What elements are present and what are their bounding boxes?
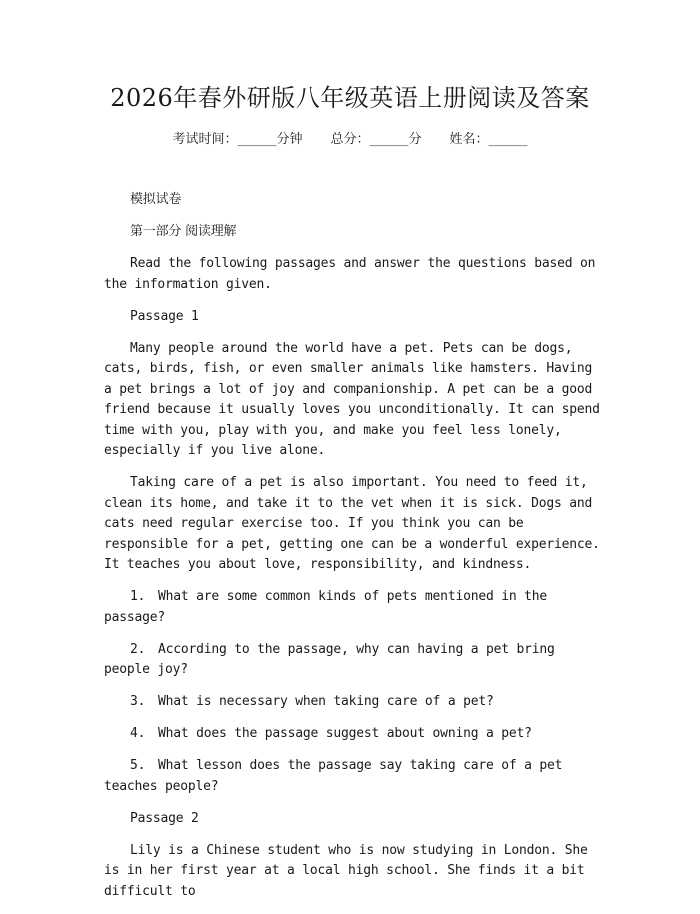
question-text: What is necessary when taking care of a pet? — [158, 694, 494, 709]
passage-1-paragraph-2: Taking care of a pet is also important. You need to feed it, clean its home, and take it to the vet when it is sick. Dogs and cats need regular exercise too. If you think you can be responsible for a pet, getting one can be a wonderful experience. It teaches you about love, responsibility, and kindness. — [104, 475, 600, 572]
question-text: What are some common kinds of pets mentioned in the passage? — [104, 589, 547, 625]
question-item — [104, 692, 604, 713]
passage-1-paragraph-1: Many people around the world have a pet. Pets can be dogs, cats, birds, fish, or even smaller animals like hamsters. Having a pet brings a lot of joy and companionship. A pet can be a good friend because it usually loves you unconditionally. It can spend time with you, play with you, and make you feel less lonely, especially if you live alone. — [104, 340, 600, 458]
question-item — [104, 640, 604, 681]
question-item — [104, 756, 604, 797]
exam-info-line — [0, 130, 700, 150]
question-number: 3. — [130, 694, 146, 709]
question-number: 2. — [130, 641, 146, 657]
part-one-heading: 第一部分 阅读理解 — [130, 224, 237, 239]
mock-exam-heading: 模拟试卷 — [130, 192, 182, 207]
passage-2-heading: Passage 2 — [130, 810, 199, 826]
passage-2-paragraph-1: Lily is a Chinese student who is now studying in London. She is in her first year at a local high school. She finds it a bit difficult to — [104, 842, 588, 899]
question-text: What lesson does the passage say taking care of a pet teaches people? — [104, 758, 563, 794]
question-item — [104, 724, 604, 745]
exam-time-label: 考试时间：______分钟 — [172, 132, 303, 147]
question-text: What does the passage suggest about owning a pet? — [158, 726, 532, 741]
question-item — [104, 587, 604, 628]
total-score-label: 总分：______分 — [330, 132, 422, 147]
question-number: 4. — [130, 726, 146, 741]
passage-1-heading: Passage 1 — [130, 308, 199, 324]
question-text: According to the passage, why can having a pet bring people joy? — [104, 641, 555, 677]
name-label: 姓名：______ — [449, 132, 528, 147]
question-number: 1. — [130, 589, 146, 604]
instructions-paragraph: Read the following passages and answer the questions based on the information given. — [104, 256, 596, 292]
document-body — [104, 190, 604, 914]
document-title: 2026年春外研版八年级英语上册阅读及答案 — [110, 84, 590, 112]
question-number: 5. — [130, 758, 146, 773]
